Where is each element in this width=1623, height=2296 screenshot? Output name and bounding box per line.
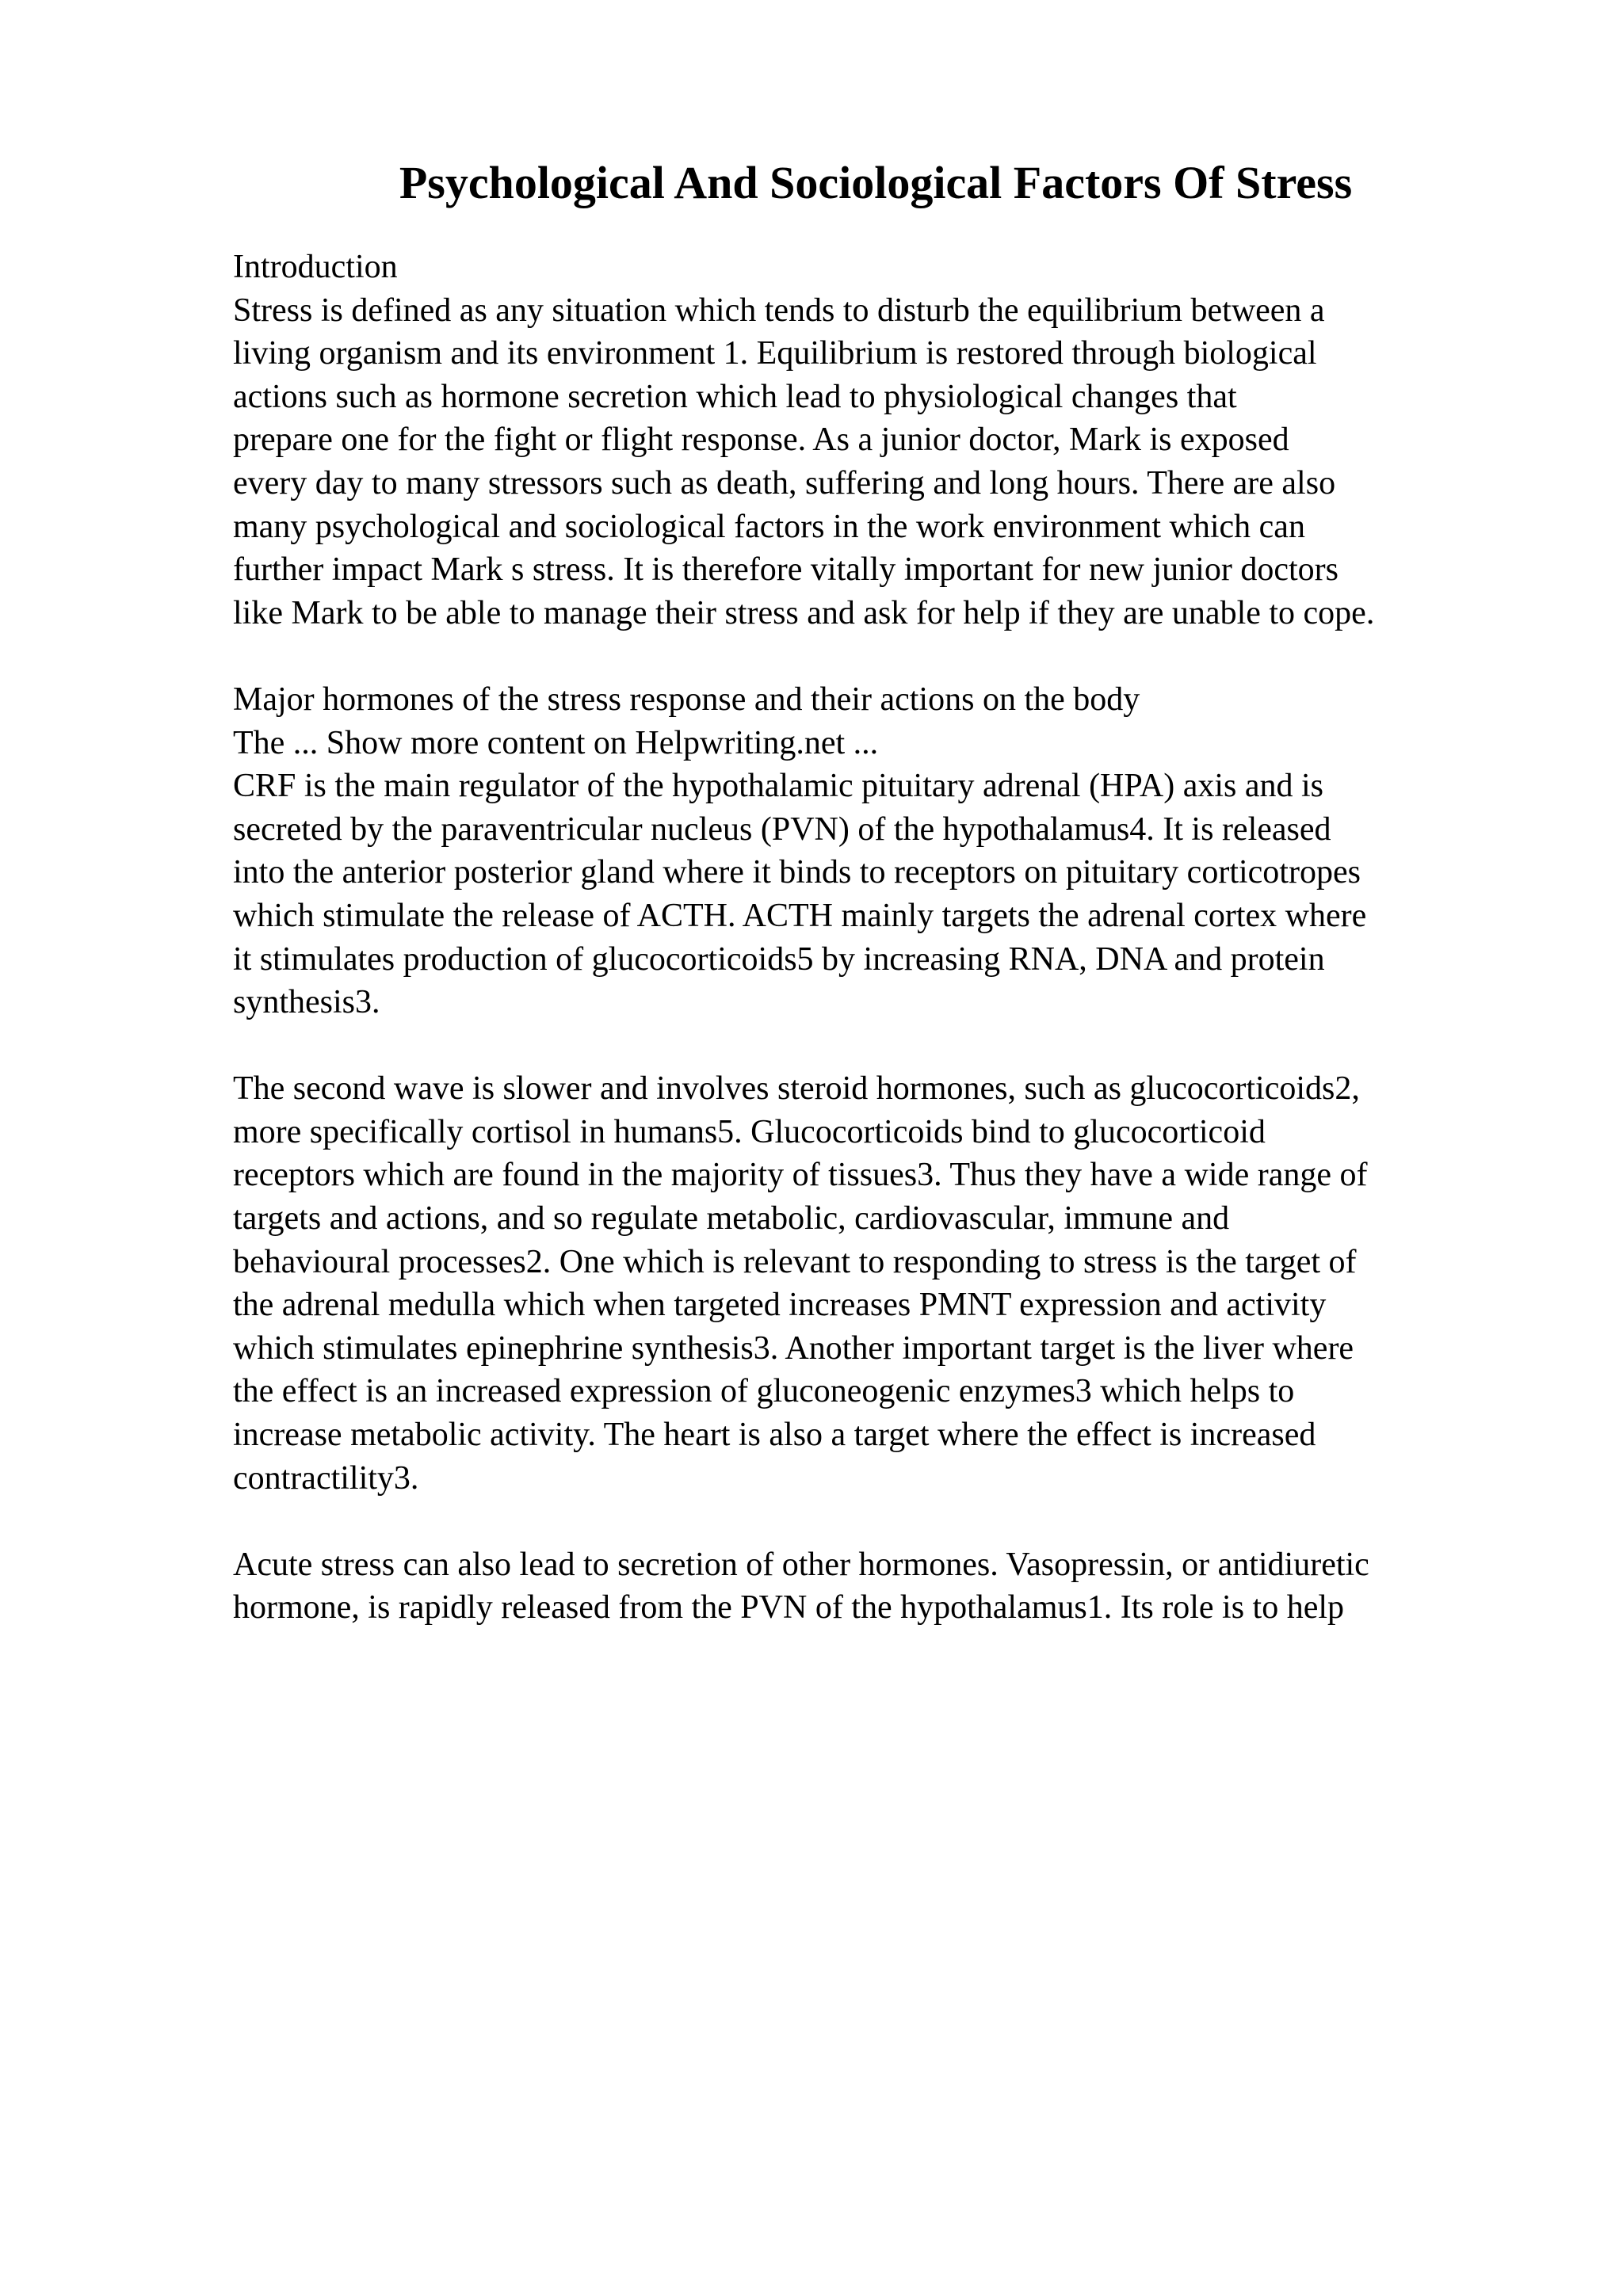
text-line: synthesis3. <box>233 984 380 1021</box>
section-heading-hormones: Major hormones of the stress response and their actions on the body <box>233 681 1140 718</box>
text-line: receptors which are found in the majority of tissues3. Thus they have a wide range of <box>233 1157 1368 1194</box>
show-more-notice: The ... Show more content on Helpwriting.net ... <box>233 724 879 761</box>
page-title: Psychological And Sociological Factors Of Stress <box>399 157 1353 208</box>
text-line: increase metabolic activity. The heart is also a target where the effect is increased <box>233 1417 1316 1454</box>
paragraph-gap <box>233 635 1596 678</box>
text-line: the adrenal medulla which when targeted increases PMNT expression and activity <box>233 1287 1327 1324</box>
text-line: The second wave is slower and involves steroid hormones, such as glucocorticoids2, <box>233 1070 1360 1108</box>
text-line: targets and actions, and so regulate metabolic, cardiovascular, immune and <box>233 1200 1230 1238</box>
text-line: living organism and its environment 1. Equilibrium is restored through biological <box>233 335 1317 372</box>
paragraph-gap <box>233 1500 1596 1543</box>
text-line: hormone, is rapidly released from the PVN of the hypothalamus1. Its role is to help <box>233 1589 1345 1627</box>
text-line: it stimulates production of glucocorticoids5 by increasing RNA, DNA and protein <box>233 940 1325 978</box>
text-line: further impact Mark s stress. It is therefore vitally important for new junior doctors <box>233 551 1338 589</box>
text-line: which stimulate the release of ACTH. ACTH mainly targets the adrenal cortex where <box>233 897 1367 934</box>
text-line: prepare one for the fight or flight response. As a junior doctor, Mark is exposed <box>233 421 1289 459</box>
paragraph-gap <box>233 1024 1596 1068</box>
text-line: which stimulates epinephrine synthesis3. Another important target is the liver where <box>233 1329 1354 1367</box>
section-heading-introduction: Introduction <box>233 249 398 285</box>
paragraph-hormones <box>233 678 1596 1024</box>
paragraph-acute-stress <box>233 1543 1596 1630</box>
text-line: every day to many stressors such as death, suffering and long hours. There are also <box>233 464 1336 502</box>
text-line: Acute stress can also lead to secretion of other hormones. Vasopressin, or antidiuretic <box>233 1546 1369 1583</box>
text-line: the effect is an increased expression of gluconeogenic enzymes3 which helps to <box>233 1373 1295 1410</box>
paragraph-introduction <box>233 246 1596 635</box>
text-line: behavioural processes2. One which is relevant to responding to stress is the target of <box>233 1243 1357 1280</box>
text-line: actions such as hormone secretion which lead to physiological changes that <box>233 378 1237 415</box>
text-line: CRF is the main regulator of the hypothalamic pituitary adrenal (HPA) axis and is <box>233 768 1324 805</box>
text-line: contractility3. <box>233 1459 419 1497</box>
text-line: many psychological and sociological factors in the work environment which can <box>233 508 1305 545</box>
text-line: Stress is defined as any situation which tends to disturb the equilibrium between a <box>233 292 1325 329</box>
text-line: like Mark to be able to manage their stress and ask for help if they are unable to cope. <box>233 594 1375 631</box>
text-line: into the anterior posterior gland where it binds to receptors on pituitary corticotropes <box>233 854 1361 891</box>
text-line: more specifically cortisol in humans5. Glucocorticoids bind to glucocorticoid <box>233 1113 1266 1150</box>
document-body <box>233 246 1596 1630</box>
paragraph-second-wave <box>233 1067 1596 1500</box>
text-line: secreted by the paraventricular nucleus (PVN) of the hypothalamus4. It is released <box>233 810 1331 848</box>
